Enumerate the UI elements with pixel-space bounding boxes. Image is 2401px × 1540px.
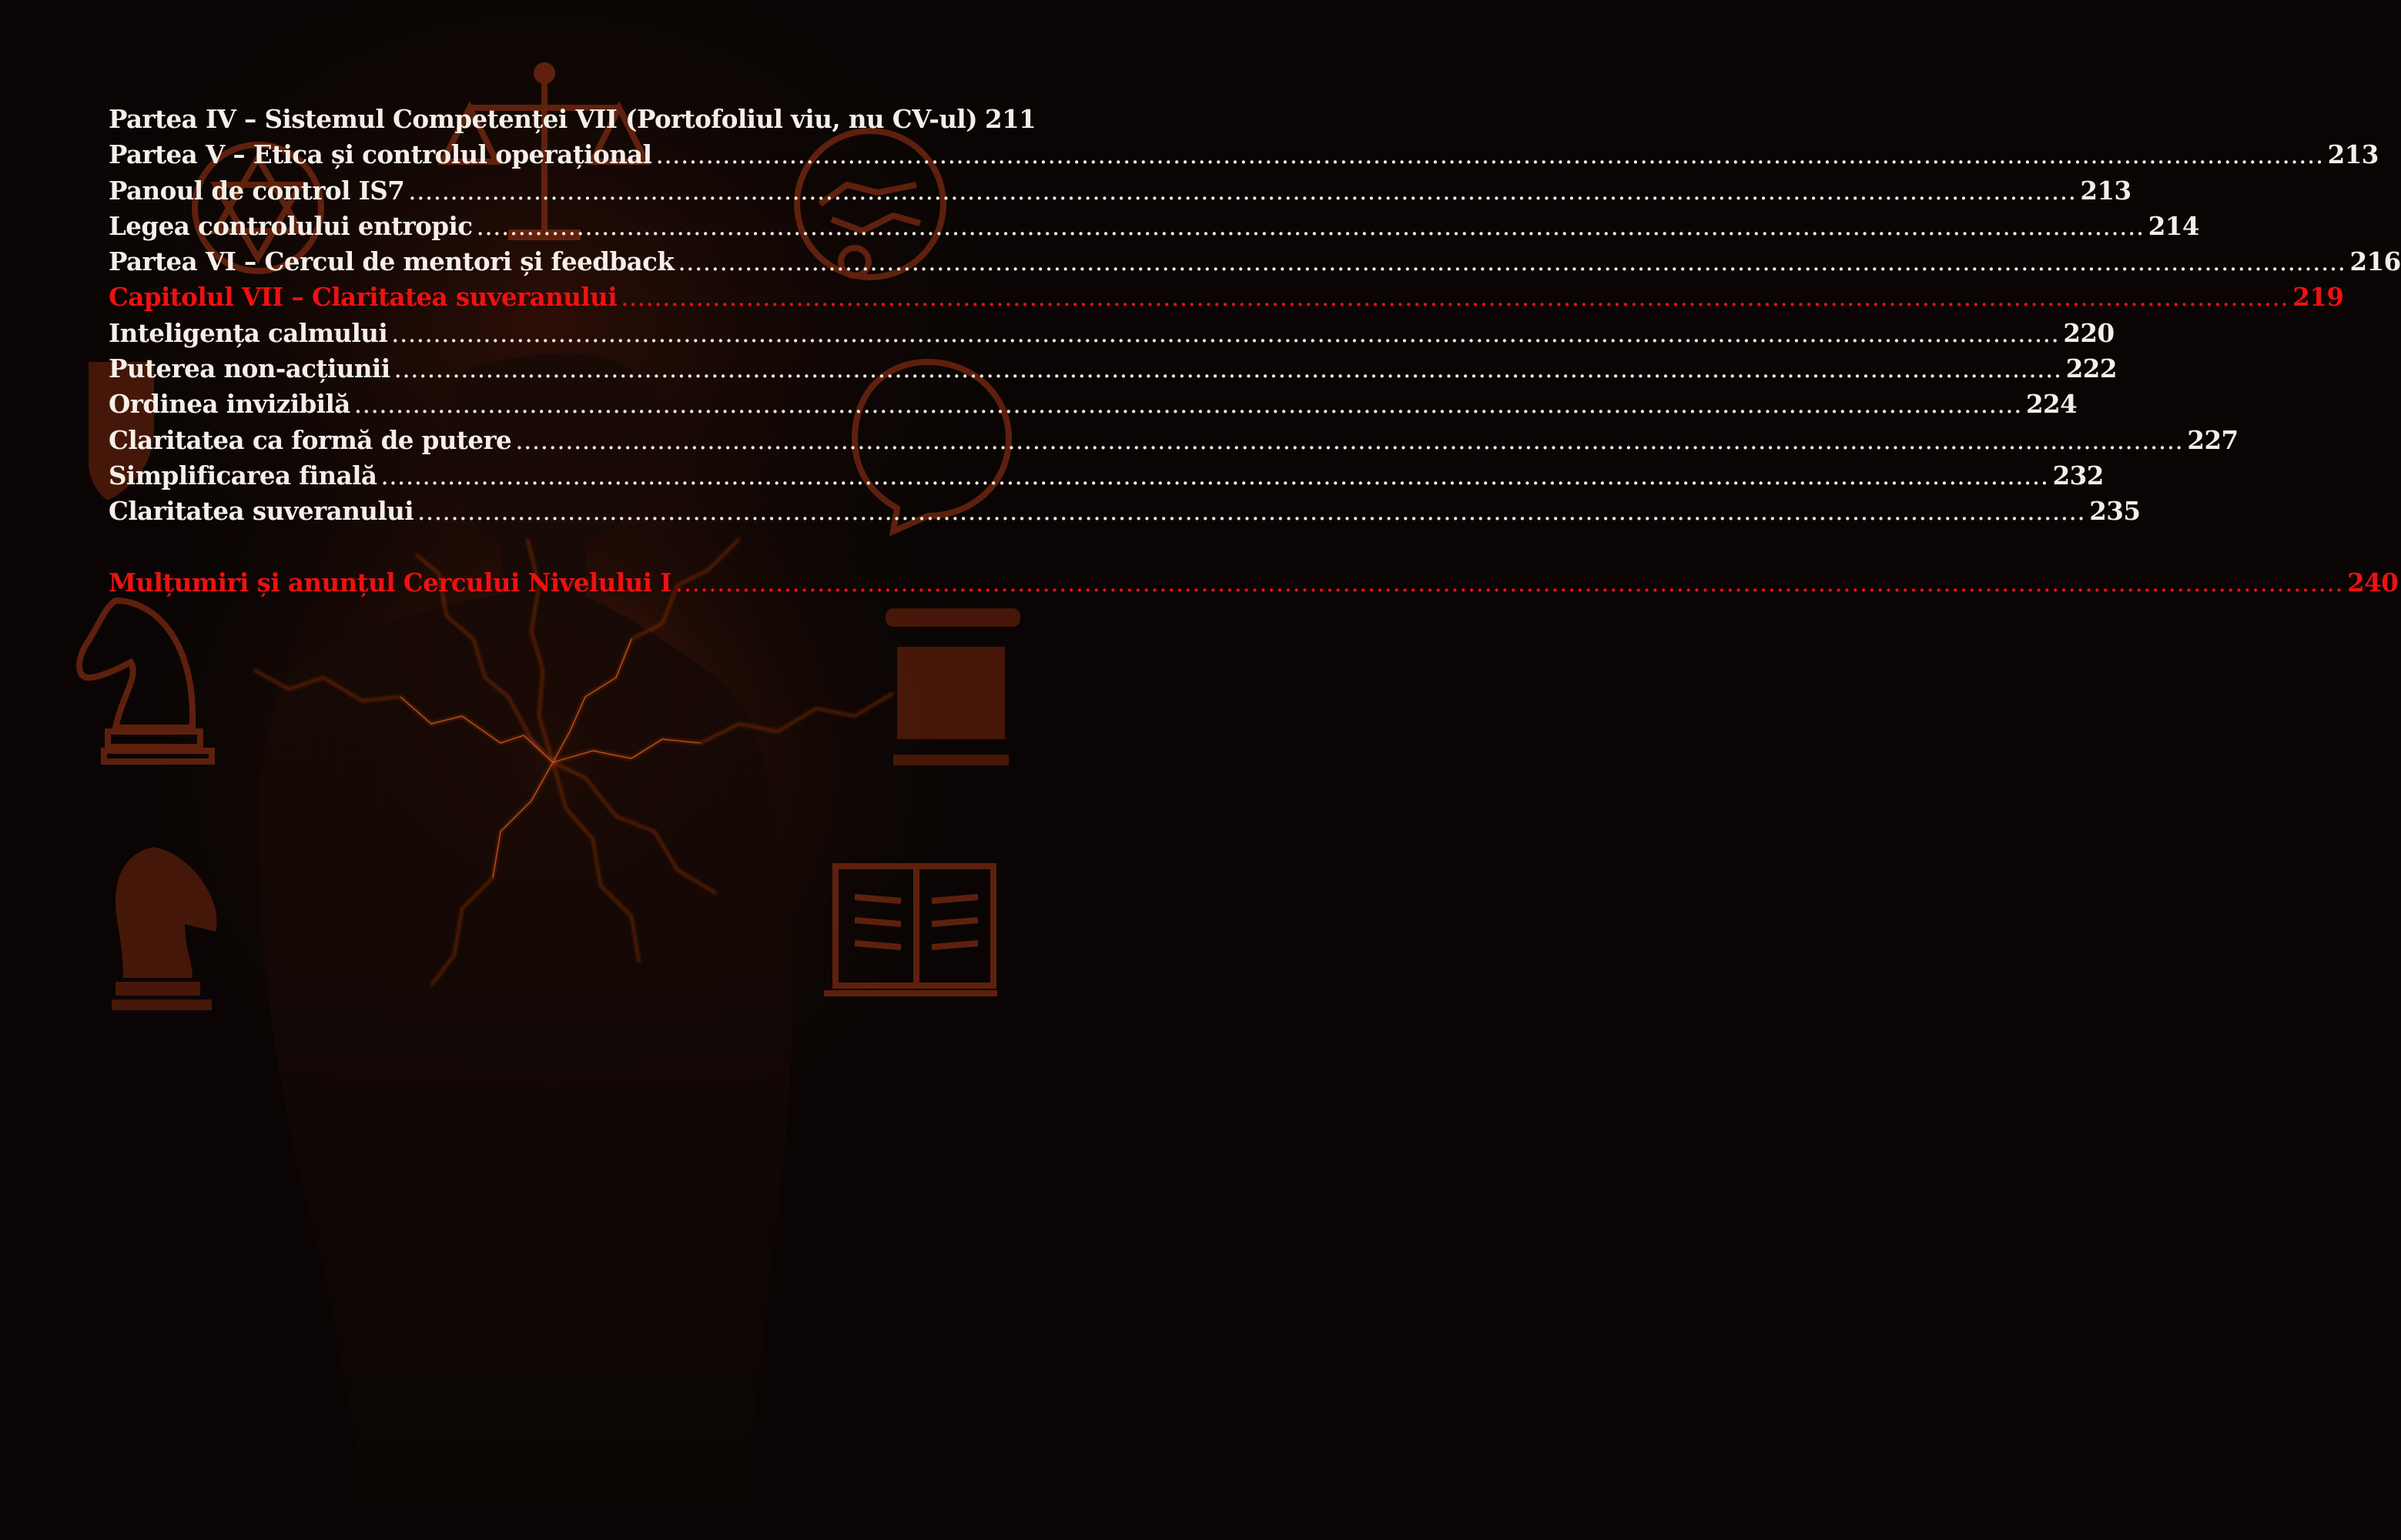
toc-entry-page: 227 — [2187, 424, 2239, 455]
toc-entry-title: Inteligența calmului — [109, 317, 388, 348]
toc-entry[interactable] — [109, 137, 2379, 172]
dot-leader: ........................................................................................................................................................................................................ — [380, 460, 2049, 490]
toc-entry-page: 220 — [2063, 317, 2115, 348]
toc-entry[interactable] — [109, 102, 1036, 137]
dot-leader: ........................................................................................................................................................................................................ — [621, 283, 2289, 313]
toc-entry-title: Panoul de control IS7 — [109, 175, 405, 206]
dot-leader: ........................................................................................................................................................................................................ — [408, 176, 2077, 206]
toc-entry-page: 222 — [2065, 353, 2117, 384]
dot-leader: ........................................................................................................................................................................................................ — [655, 140, 2324, 170]
toc-entry-title: Mulțumiri și anunțul Cercului Nivelului I — [109, 567, 671, 598]
table-of-contents — [109, 102, 2401, 601]
toc-entry-page: 219 — [2292, 282, 2344, 313]
toc-entry-title: Claritatea ca formă de putere — [109, 424, 512, 455]
toc-entry-title: Claritatea suveranului — [109, 496, 414, 527]
dot-leader: ........................................................................................................................................................................................................ — [393, 354, 2062, 384]
toc-entry[interactable] — [109, 458, 2104, 494]
toc-chapter-entry[interactable] — [109, 280, 2344, 315]
dot-leader: ........................................................................................................................................................................................................ — [515, 425, 2184, 455]
toc-entry-title: Legea controlului entropic — [109, 210, 473, 241]
toc-entry-page: 214 — [2148, 210, 2199, 241]
toc-entry-page: 232 — [2052, 460, 2104, 490]
toc-entry-title: Partea VI – Cercul de mentori și feedback — [109, 246, 675, 277]
dot-leader: ........................................................................................................................................................................................................ — [675, 567, 2344, 598]
toc-final-entry[interactable] — [109, 565, 2399, 601]
toc-entry-page: 213 — [2080, 175, 2131, 206]
toc-entry-page: 224 — [2025, 389, 2078, 420]
toc-entry-page: 240 — [2347, 567, 2399, 598]
toc-entry-title: Ordinea invizibilă — [109, 389, 350, 420]
toc-entry-page: 216 — [2349, 246, 2401, 277]
dot-leader: ........................................................................................................................................................................................................ — [476, 211, 2145, 241]
toc-spacer — [109, 530, 990, 565]
toc-entry-title: Partea IV – Sistemul Competenței VII (Portofoliul viu, nu CV-ul) — [109, 104, 978, 134]
dot-leader: ........................................................................................................................................................................................................ — [417, 497, 2086, 527]
toc-entry[interactable] — [109, 173, 2131, 209]
toc-entry-page: 211 — [985, 104, 1036, 134]
dot-leader: ........................................................................................................................................................................................................ — [678, 247, 2346, 277]
toc-entry-title: Puterea non-acțiunii — [109, 353, 390, 384]
toc-entry[interactable] — [109, 351, 2117, 387]
toc-entry[interactable] — [109, 494, 2141, 529]
toc-entry-title: Partea V – Etica și controlul operațional — [109, 139, 652, 170]
toc-entry[interactable] — [109, 244, 2401, 280]
toc-entry[interactable] — [109, 316, 2115, 351]
dot-leader: ........................................................................................................................................................................................................ — [353, 390, 2022, 420]
toc-entry[interactable] — [109, 423, 2239, 458]
dot-leader: ........................................................................................................................................................................................................ — [391, 318, 2060, 348]
toc-entry[interactable] — [109, 387, 2078, 422]
toc-entry-page: 213 — [2327, 139, 2379, 170]
toc-entry-title: Capitolul VII – Claritatea suveranului — [109, 282, 618, 313]
toc-entry-title: Simplificarea finală — [109, 460, 377, 490]
toc-entry[interactable] — [109, 209, 2199, 244]
toc-entry-page: 235 — [2089, 496, 2141, 527]
